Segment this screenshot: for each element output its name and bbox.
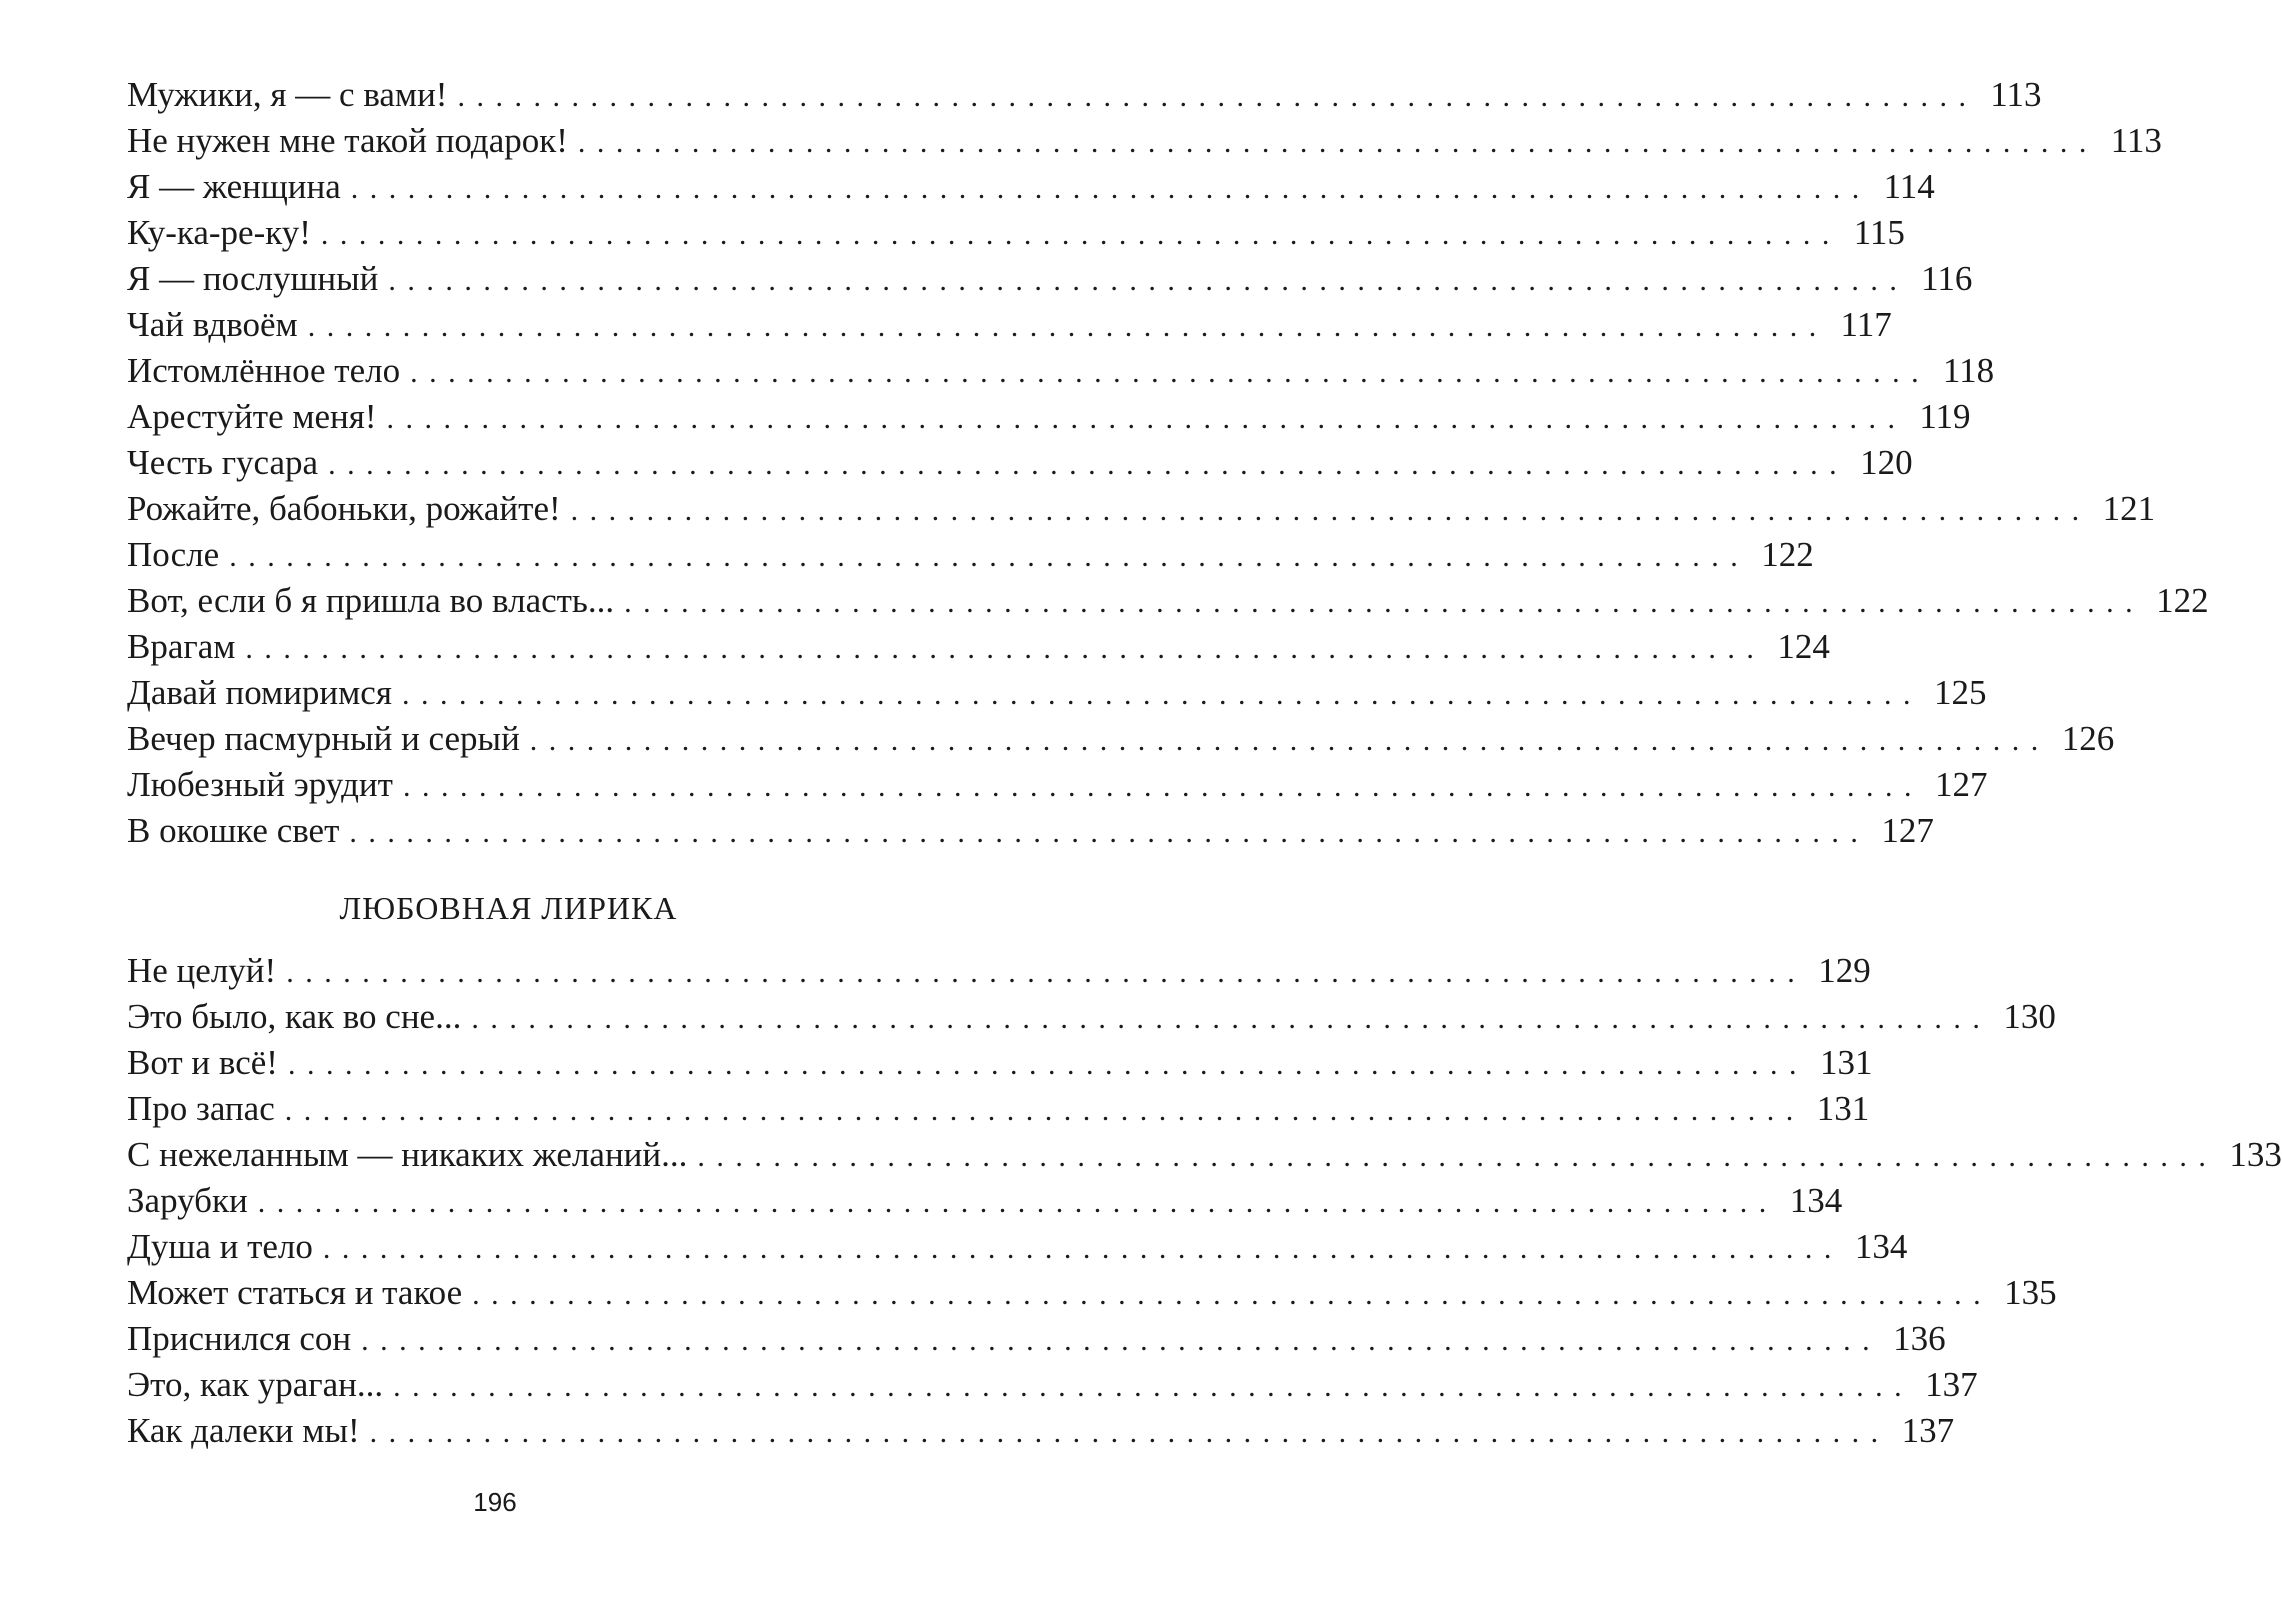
toc-entry-title: Мужики, я — с вами!: [127, 75, 448, 114]
toc-entry-page: 127: [1881, 811, 1934, 850]
toc-entry-title: Как далеки мы!: [127, 1411, 360, 1450]
toc-entry-page: 120: [1860, 443, 1913, 482]
toc-entry: [127, 1316, 1946, 1362]
toc-entry-page: 125: [1933, 673, 1987, 712]
toc-entry: [127, 256, 1973, 302]
toc-entry: [127, 72, 2042, 118]
toc-entry-title: Я — женщина: [127, 167, 341, 206]
toc-entry-page: 136: [1893, 1319, 1946, 1358]
toc-entry-title: Вечер пасмурный и серый: [127, 719, 520, 758]
dot-leader: ................................................................................: [307, 310, 1828, 343]
section-heading: ЛЮБОВНАЯ ЛИРИКА: [339, 890, 678, 926]
dot-leader: ................................................................................: [624, 586, 2145, 619]
toc-entry: [127, 1270, 2057, 1316]
toc-entry-title: Душа и тело: [127, 1227, 313, 1266]
dot-leader: ................................................................................: [284, 1094, 1805, 1127]
dot-leader: ................................................................................: [388, 264, 1909, 297]
toc-entry: [127, 1132, 2282, 1178]
toc-entry-page: 119: [1919, 397, 1971, 436]
toc-entry-page: 124: [1777, 627, 1830, 666]
toc-entry-title: Арестуйте меня!: [127, 397, 377, 436]
dot-leader: ................................................................................: [322, 1232, 1843, 1265]
toc-entry-page: 113: [2110, 121, 2162, 160]
toc-entry-title: Не целуй!: [127, 951, 277, 990]
toc-entry-page: 118: [1942, 351, 1995, 390]
toc-entry: [127, 1040, 1873, 1086]
toc-entry: [127, 532, 1814, 578]
toc-entry-page: 134: [1854, 1227, 1908, 1266]
toc-entry: [127, 486, 2156, 532]
dot-leader: ................................................................................: [402, 770, 1923, 803]
toc-entry-page: 133: [2229, 1135, 2282, 1174]
toc-entry-title: Может статься и такое: [127, 1273, 463, 1312]
dot-leader: ................................................................................: [361, 1324, 1882, 1357]
toc-entry: [127, 578, 2209, 624]
toc-entry: [127, 994, 2056, 1040]
toc-entry-page: 122: [2156, 581, 2209, 620]
toc-entry-page: 114: [1883, 167, 1935, 206]
toc-entry-title: Рожайте, бабоньки, рожайте!: [127, 489, 561, 528]
dot-leader: ................................................................................: [257, 1186, 1778, 1219]
dot-leader: ................................................................................: [570, 494, 2091, 527]
toc-entry-title: Врагам: [127, 627, 236, 666]
toc-entry-title: С нежеланным — никаких желаний...: [127, 1135, 688, 1174]
toc-entry-title: Чай вдвоём: [127, 305, 298, 344]
dot-leader: ................................................................................: [286, 956, 1807, 989]
dot-leader: ................................................................................: [457, 80, 1978, 113]
toc-entry-title: Истомлённое тело: [127, 351, 401, 390]
dot-leader: ................................................................................: [369, 1416, 1890, 1449]
toc-entry-page: 134: [1789, 1181, 1843, 1220]
dot-leader: ................................................................................: [328, 448, 1849, 481]
toc-entry: [127, 164, 1935, 210]
dot-leader: ................................................................................: [386, 402, 1907, 435]
toc-entry: [127, 394, 1971, 440]
dot-leader: ................................................................................: [350, 172, 1871, 205]
toc-entry-page: 130: [2003, 997, 2056, 1036]
toc-entry-title: Это было, как во сне...: [127, 997, 462, 1036]
dot-leader: ................................................................................: [529, 724, 2050, 757]
toc-entry-page: 131: [1816, 1089, 1870, 1128]
toc-entry: [127, 1408, 1955, 1454]
toc-entry: [127, 948, 1871, 994]
toc-entry: [127, 1086, 1870, 1132]
dot-leader: ................................................................................: [349, 816, 1870, 849]
toc-entry: [127, 762, 1988, 808]
toc-entry: [127, 808, 1934, 854]
toc-entry: [127, 624, 1830, 670]
toc-entry-title: Это, как ураган...: [127, 1365, 384, 1404]
toc-entry-page: 122: [1761, 535, 1814, 574]
toc-entry-page: 121: [2102, 489, 2156, 528]
toc-entry-title: Не нужен мне такой подарок!: [127, 121, 568, 160]
toc-list-top: [127, 72, 2209, 854]
toc-entry-page: 137: [1901, 1411, 1955, 1450]
toc-entry-page: 137: [1925, 1365, 1978, 1404]
dot-leader: ................................................................................: [287, 1048, 1808, 1081]
dot-leader: ................................................................................: [393, 1370, 1914, 1403]
toc-entry: [127, 302, 1892, 348]
toc-entry-title: После: [127, 535, 220, 574]
toc-entry-title: Вот, если б я пришла во власть...: [127, 581, 615, 620]
toc-entry-page: 115: [1853, 213, 1905, 252]
toc-list-bottom: [127, 948, 2282, 1454]
dot-leader: ................................................................................: [471, 1002, 1992, 1035]
toc-entry-page: 113: [1990, 75, 2042, 114]
toc-entry: [127, 716, 2115, 762]
toc-entry-page: 131: [1819, 1043, 1873, 1082]
dot-leader: ................................................................................: [577, 126, 2098, 159]
dot-leader: ................................................................................: [410, 356, 1931, 389]
toc-entry: [127, 210, 1905, 256]
toc-entry-page: 116: [1921, 259, 1973, 298]
toc-entry-page: 135: [2004, 1273, 2057, 1312]
toc-entry-title: Про запас: [127, 1089, 275, 1128]
toc-entry-title: Честь гусара: [127, 443, 319, 482]
toc-entry-title: Любезный эрудит: [127, 765, 393, 804]
toc-entry-title: Зарубки: [127, 1181, 248, 1220]
dot-leader: ................................................................................: [401, 678, 1922, 711]
toc-entry: [127, 440, 1913, 486]
toc-entry: [127, 1178, 1843, 1224]
toc-entry-page: 127: [1934, 765, 1988, 804]
toc-entry-title: В окошке свет: [127, 811, 340, 850]
dot-leader: ................................................................................: [245, 632, 1766, 665]
page-number: 196: [473, 1487, 517, 1517]
toc-entry-title: Ку-ка-ре-ку!: [127, 213, 311, 252]
toc-entry: [127, 118, 2162, 164]
toc-entry-page: 126: [2061, 719, 2115, 758]
dot-leader: ................................................................................: [229, 540, 1750, 573]
toc-entry: [127, 348, 1995, 394]
toc-entry-page: 117: [1840, 305, 1892, 344]
toc-entry-title: Давай помиримся: [127, 673, 392, 712]
dot-leader: ................................................................................: [320, 218, 1841, 251]
dot-leader: ................................................................................: [472, 1278, 1993, 1311]
toc-entry: [127, 1224, 1908, 1270]
toc-entry-title: Приснился сон: [127, 1319, 352, 1358]
toc-entry-title: Вот и всё!: [127, 1043, 278, 1082]
dot-leader: ................................................................................: [697, 1140, 2218, 1173]
toc-entry-title: Я — послушный: [127, 259, 379, 298]
toc-entry-page: 129: [1818, 951, 1871, 990]
toc-entry: [127, 1362, 1978, 1408]
toc-entry: [127, 670, 1987, 716]
